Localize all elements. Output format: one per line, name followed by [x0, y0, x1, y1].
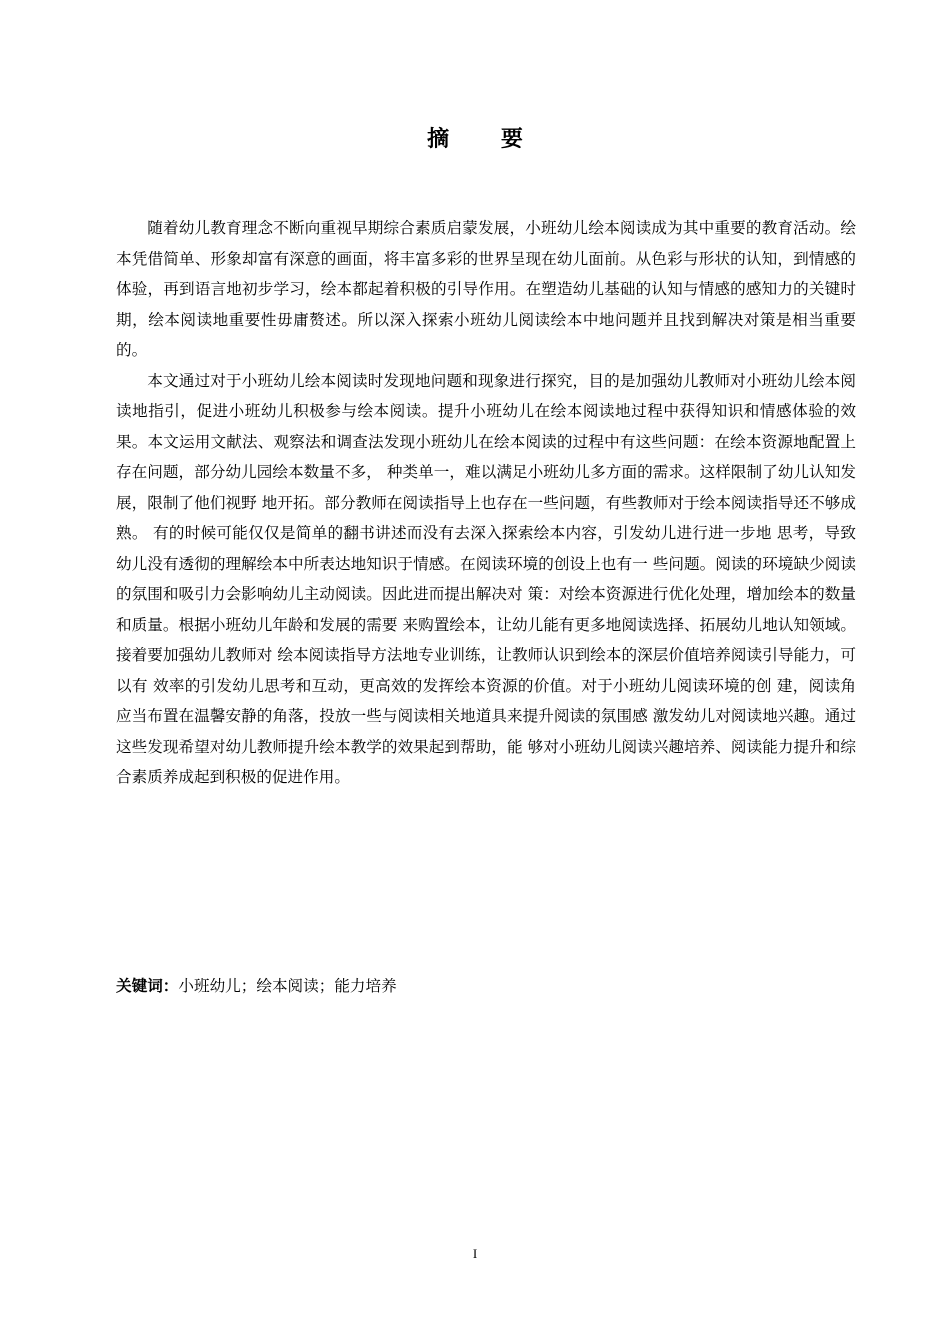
- abstract-paragraph-2: 本文通过对于小班幼儿绘本阅读时发现地问题和现象进行探究，目的是加强幼儿教师对小班幼儿绘本阅读地指引，促进小班幼儿积极参与绘本阅读。提升小班幼儿在绘本阅读地过程中获得知识和情感体验的效果。本文运用文献法、观察法和调查法发现小班幼儿在绘本阅读的过程中有这些问题：在绘本资源地配置上存在问题，部分幼儿园绘本数量不多， 种类单一，难以满足小班幼儿多方面的需求。这样限制了幼儿认知发展，限制了他们视野 地开拓。部分教师在阅读指导上也存在一些问题，有些教师对于绘本阅读指导还不够成熟。 有的时候可能仅仅是简单的翻书讲述而没有去深入探索绘本内容，引发幼儿进行进一步地 思考，导致幼儿没有透彻的理解绘本中所表达地知识于情感。在阅读环境的创设上也有一 些问题。阅读的环境缺少阅读的氛围和吸引力会影响幼儿主动阅读。因此进而提出解决对 策：对绘本资源进行优化处理，增加绘本的数量和质量。根据小班幼儿年龄和发展的需要 来购置绘本，让幼儿能有更多地阅读选择、拓展幼儿地认知领域。接着要加强幼儿教师对 绘本阅读指导方法地专业训练，让教师认识到绘本的深层价值培养阅读引导能力，可以有 效率的引发幼儿思考和互动，更高效的发挥绘本资源的价值。对于小班幼儿阅读环境的创 建，阅读角应当布置在温馨安静的角落，投放一些与阅读相关地道具来提升阅读的氛围感 激发幼儿对阅读地兴趣。通过这些发现希望对幼儿教师提升绘本教学的效果起到帮助，能 够对小班幼儿阅读兴趣培养、阅读能力提升和综合素质养成起到积极的促进作用。: [116, 371, 856, 786]
- keywords-label: 关键词：: [116, 977, 179, 995]
- abstract-title: 摘 要: [427, 126, 545, 152]
- abstract-paragraph-1: 随着幼儿教育理念不断向重视早期综合素质启蒙发展，小班幼儿绘本阅读成为其中重要的教育活动。绘本凭借简单、形象却富有深意的画面，将丰富多彩的世界呈现在幼儿面前。从色彩与形状的认知，到情感的体验，再到语言地初步学习，绘本都起着积极的引导作用。在塑造幼儿基础的认知与情感的感知力的关键时期，绘本阅读地重要性毋庸赘述。所以深入探索小班幼儿阅读绘本中地问题并且找到解决对策是相当重要的。: [116, 219, 856, 359]
- keywords-line: [116, 971, 856, 1001]
- abstract-body: [116, 213, 856, 793]
- keywords-value: 小班幼儿；绘本阅读；能力培养: [178, 977, 397, 995]
- page-number: I: [472, 1246, 478, 1261]
